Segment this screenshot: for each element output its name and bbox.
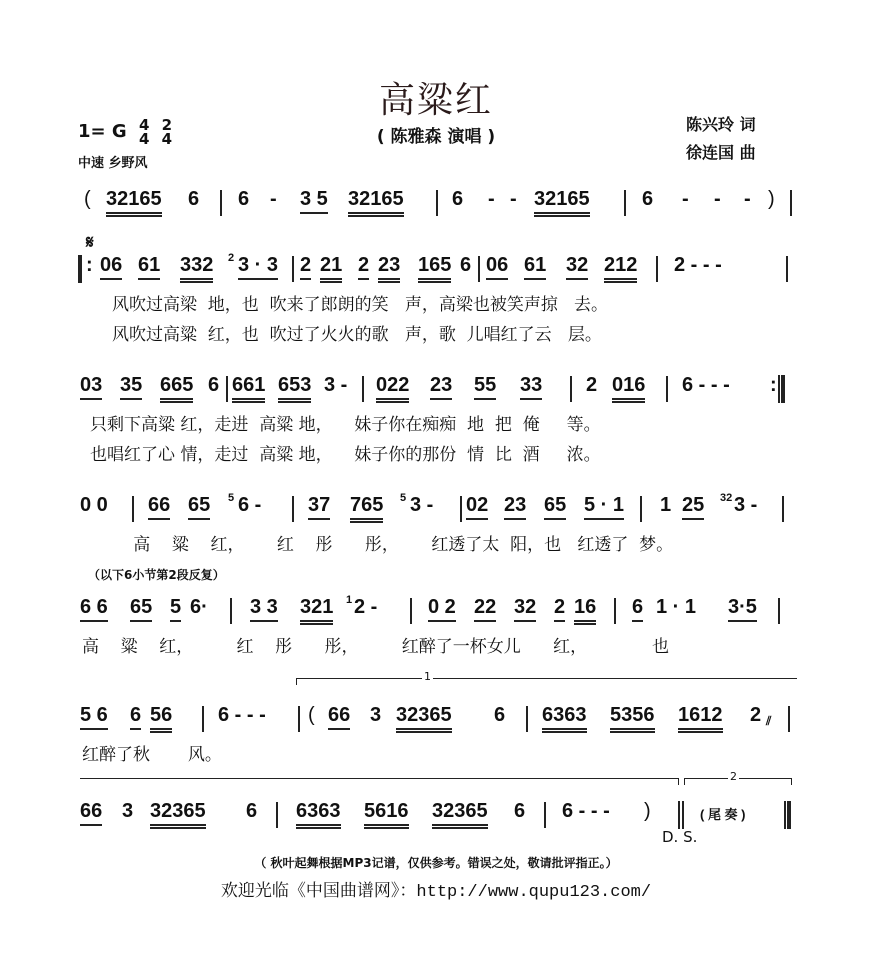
barline: [220, 190, 222, 216]
barline: [460, 496, 462, 522]
barline: [526, 706, 528, 732]
lyric-line-4: 高 粱 红， 红 彤 彤， 红透了太 阳，也 红透了 梦。: [90, 535, 674, 555]
composer-credit: 徐连国 曲: [686, 143, 756, 162]
barline: [666, 376, 668, 402]
barline: [790, 190, 792, 216]
website-line: [0, 876, 872, 902]
score-row-2: : 06 61 332 2 3 · 3 2 21 2 23 165 6 06 61 32 212 2 - - -: [78, 254, 798, 294]
coda-label: ( 尾 奏 ): [700, 807, 746, 822]
welcome-text: 欢迎光临《中国曲谱网》：: [220, 881, 417, 901]
lyric-line-3b: 也唱红了心 情，走过 高粱 地， 妹子你的那份 情 比 酒 浓。: [90, 445, 601, 465]
barline: [778, 598, 780, 624]
dal-segno-mark: D. S.: [662, 828, 698, 846]
segno-sign: 𝄋: [86, 232, 94, 253]
barline: [788, 706, 790, 732]
barline: [292, 256, 294, 282]
barline: [202, 706, 204, 732]
score-row-1: ( 32165 6 6 - 3 5 32165 6 - - 32165 6 - - - ): [78, 188, 798, 228]
key-label: 1= G: [78, 121, 127, 142]
note-group: 32165: [106, 188, 162, 217]
barline: [292, 496, 294, 522]
repeat-start: [78, 255, 82, 283]
lyric-line-3a: 只剩下高粱 红，走进 高粱 地， 妹子你在痴痴 地 把 俺 等。: [90, 415, 601, 435]
volta-continuation-line: [80, 778, 679, 785]
score-row-4: 0 0 66 65 5 6 - 37 765 5 3 - 02 23 65 5 · 1 1 25 32 3 -: [78, 494, 798, 534]
barline: [570, 376, 572, 402]
barline: [362, 376, 364, 402]
key-signature: [78, 118, 172, 146]
barline: [640, 496, 642, 522]
singer-credit: ( 陈雅森 演唱 ): [376, 127, 496, 147]
lyric-line-2a: 风吹过高梁 地，也 吹来了郎朗的笑 声，高梁也被笑声掠 去。: [112, 295, 609, 315]
barline: [132, 496, 134, 522]
score-row-6: 5 6 6 56 6 - - - ( 66 3 32365 6 6363 5356 1612 2 ⫽: [78, 704, 798, 744]
transcriber-note: （ 秋叶起舞根据MP3记谱，仅供参考。错误之处，敬请批评指正。）: [254, 856, 618, 870]
barline: [656, 256, 658, 282]
time-signature-2: 2 4: [161, 116, 173, 148]
barline: [614, 598, 616, 624]
score-row-7: 66 3 32365 6 6363 5616 32365 6 6 - - - ) ( 尾 奏 ): [78, 800, 798, 840]
barline: [478, 256, 480, 282]
website-link[interactable]: http://www.qupu123.com/: [416, 883, 652, 902]
score-row-3: 03 35 665 6 661 653 3 - 022 23 55 33 2 016 6 - - - :: [78, 374, 798, 414]
barline: [436, 190, 438, 216]
barline: [276, 802, 278, 828]
score-row-5: 6 6 65 5 6· 3 3 321 1 2 - 0 2 22 32 2 16 6 1 · 1 3·5: [78, 596, 798, 636]
barline: [410, 598, 412, 624]
lyric-line-2b: 风吹过高粱 红，也 吹过了火火的歌 声，歌 儿唱红了云 层。: [112, 325, 602, 345]
lyricist-credit: 陈兴玲 词: [686, 115, 756, 134]
repeat-end: [778, 375, 785, 403]
song-title: 高粱红: [378, 80, 493, 121]
barline: [786, 256, 788, 282]
barline: [624, 190, 626, 216]
barline: [298, 706, 300, 732]
lyric-line-6: 红醉了秋 风。: [82, 745, 222, 765]
time-signature-1: 4 4: [138, 116, 150, 148]
final-barline: [784, 801, 791, 829]
barline: [782, 496, 784, 522]
volta-bracket-1: [296, 678, 797, 685]
volta-label-2: 2: [730, 770, 737, 783]
volta-label-1: 1: [424, 670, 431, 683]
barline: [230, 598, 232, 624]
barline: [544, 802, 546, 828]
double-barline: [678, 801, 684, 829]
lyric-line-5: 高 粱 红， 红 彤 彤， 红醉了一杯女儿 红， 也: [82, 637, 669, 657]
tempo-marking: 中速 乡野风: [78, 156, 148, 171]
repeat-note: （以下6小节第2段反复）: [88, 568, 225, 582]
barline: [226, 376, 228, 402]
